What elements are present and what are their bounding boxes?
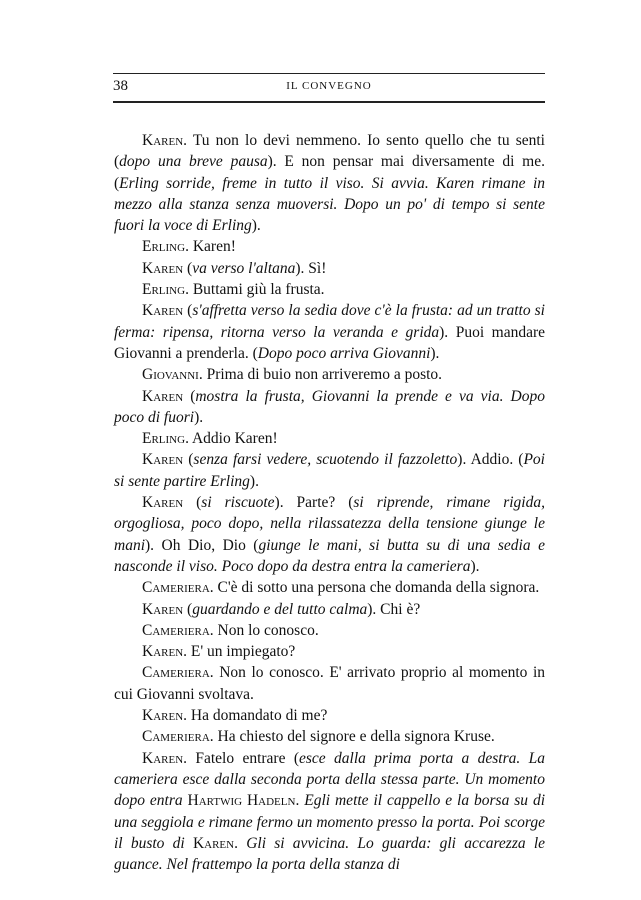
- speaker-name: Erling: [142, 430, 186, 448]
- speaker-name: Karen: [142, 707, 184, 725]
- spoken-text: . E' un impiegato?: [183, 643, 296, 661]
- spoken-text: .: [295, 792, 305, 810]
- speaker-name: Erling: [142, 281, 186, 299]
- spoken-text: . Prima di buio non arriveremo a posto.: [198, 366, 443, 384]
- spoken-text: ).: [470, 557, 480, 575]
- spoken-text: ). Parte? (: [274, 494, 354, 512]
- stage-direction: Poi si sente partire Erling: [114, 451, 545, 490]
- speaker-name: Karen: [142, 600, 184, 618]
- spoken-text: ).: [430, 344, 440, 362]
- dialogue-paragraph: [114, 449, 545, 492]
- spoken-text: (: [183, 259, 193, 277]
- spoken-text: . C'è di sotto una persona che domanda della signora.: [209, 579, 540, 597]
- speaker-name: Karen: [142, 302, 184, 320]
- stage-direction: Dopo poco arriva Giovanni: [257, 344, 431, 362]
- spoken-text: (: [183, 451, 194, 469]
- dialogue-paragraph: [114, 386, 545, 429]
- dialogue-paragraph: [114, 641, 545, 662]
- stage-direction: va verso l'altana: [192, 259, 296, 277]
- dialogue-paragraph: [114, 748, 545, 876]
- spoken-text: . Non lo conosco.: [209, 621, 319, 639]
- dialogue-paragraph: [114, 662, 545, 705]
- dialogue-text: [114, 130, 545, 875]
- header-bottom-rule: [113, 101, 545, 103]
- speaker-name: Cameriera: [142, 664, 210, 682]
- dialogue-paragraph: [114, 258, 545, 279]
- speaker-name: Karen: [142, 494, 184, 512]
- dialogue-paragraph: [114, 726, 545, 747]
- stage-direction: mostra la frusta, Giovanni la prende e va via. Dopo poco di fuori: [114, 387, 545, 426]
- spoken-text: ). E non pensar mai diversamente di me. (: [114, 153, 545, 192]
- stage-direction: senza farsi vedere, scuotendo il fazzoletto: [193, 451, 458, 469]
- spoken-text: ). Chi è?: [367, 600, 421, 618]
- speaker-name: Karen: [192, 834, 235, 852]
- stage-direction: giunge le mani, si butta su di una sedia e nasconde il viso. Poco dopo da destra entra la cameriera: [114, 536, 545, 575]
- stage-direction: si riprende, rimane rigida, orgogliosa, poco dopo, nella rilassatezza della tensione giunge le mani: [114, 494, 545, 554]
- page-header: [113, 78, 545, 100]
- speaker-name: Karen: [142, 132, 184, 149]
- dialogue-paragraph: [114, 236, 545, 257]
- spoken-text: ). Addio. (: [457, 451, 524, 469]
- speaker-name: Cameriera: [142, 728, 210, 746]
- stage-direction: Gli si avvicina. Lo guarda: gli accarezza le guance. Nel frattempo la porta della stanza di: [114, 834, 546, 874]
- spoken-text: ). Sì!: [295, 259, 327, 277]
- header-top-rule: [113, 73, 545, 74]
- spoken-text: . Karen!: [185, 238, 236, 256]
- stage-direction: Erling sorride, freme in tutto il viso. Si avvia. Karen rimane in mezzo alla stanza senza muoversi. Dopo un po' di tempo si sente fuori la voce di Erling: [114, 174, 545, 235]
- dialogue-paragraph: [114, 279, 545, 300]
- stage-direction: s'affretta verso la sedia dove c'è la frusta: ad un tratto si ferma: ripensa, ritorna verso la veranda e grida: [114, 302, 545, 341]
- dialogue-paragraph: [114, 364, 545, 385]
- spoken-text: . Buttami giù la frusta.: [185, 281, 325, 299]
- stage-direction: dopo una breve pausa: [119, 153, 268, 171]
- spoken-text: (: [183, 600, 193, 618]
- spoken-text: ).: [249, 472, 259, 490]
- speaker-name: Cameriera: [142, 621, 210, 639]
- spoken-text: ). Puoi mandare Giovanni a prenderla. (: [114, 323, 545, 362]
- speaker-name: Hartwig Hadeln: [187, 792, 296, 810]
- spoken-text: ).: [194, 408, 204, 426]
- speaker-name: Karen: [142, 387, 184, 405]
- stage-direction: esce dalla prima porta a destra. La cameriera esce dalla seconda porta della stessa parte. Un momento dopo entra: [114, 749, 545, 810]
- speaker-name: Karen: [142, 451, 184, 469]
- spoken-text: . Fatelo entrare (: [183, 749, 299, 767]
- speaker-name: Giovanni: [142, 366, 199, 384]
- spoken-text: . Tu non lo devi nemmeno. Io sento quello che tu senti (: [114, 132, 545, 171]
- stage-direction: Egli mette il cappello e la borsa su di una seggiola e rimane fermo un momento presso la porta. Poi scorge il busto di: [114, 792, 546, 852]
- dialogue-paragraph: [114, 300, 545, 364]
- dialogue-paragraph: [114, 599, 545, 620]
- page-number: 38: [113, 78, 128, 94]
- spoken-text: .: [234, 834, 247, 852]
- dialogue-paragraph: [114, 492, 545, 577]
- speaker-name: Karen: [142, 643, 184, 661]
- speaker-name: Karen: [142, 259, 184, 277]
- stage-direction: si riscuote: [201, 494, 275, 512]
- speaker-name: Karen: [142, 749, 184, 767]
- dialogue-paragraph: [114, 130, 545, 236]
- dialogue-paragraph: [114, 620, 545, 641]
- dialogue-paragraph: [114, 705, 545, 726]
- speaker-name: Cameriera: [142, 579, 210, 597]
- speaker-name: Erling: [142, 238, 186, 256]
- stage-direction: guardando e del tutto calma: [192, 600, 368, 618]
- spoken-text: . Non lo conosco. E' arrivato proprio al momento in cui Giovanni svoltava.: [114, 664, 545, 703]
- spoken-text: (: [183, 387, 196, 405]
- spoken-text: (: [183, 302, 193, 320]
- spoken-text: . Ha domandato di me?: [183, 707, 328, 725]
- dialogue-paragraph: [114, 428, 545, 449]
- dialogue-paragraph: [114, 577, 545, 598]
- running-title: IL CONVEGNO: [286, 80, 372, 92]
- spoken-text: ). Oh Dio, Dio (: [145, 536, 259, 554]
- spoken-text: (: [183, 494, 202, 512]
- spoken-text: . Ha chiesto del signore e della signora Kruse.: [209, 728, 495, 746]
- spoken-text: ).: [251, 217, 261, 235]
- spoken-text: . Addio Karen!: [185, 430, 278, 448]
